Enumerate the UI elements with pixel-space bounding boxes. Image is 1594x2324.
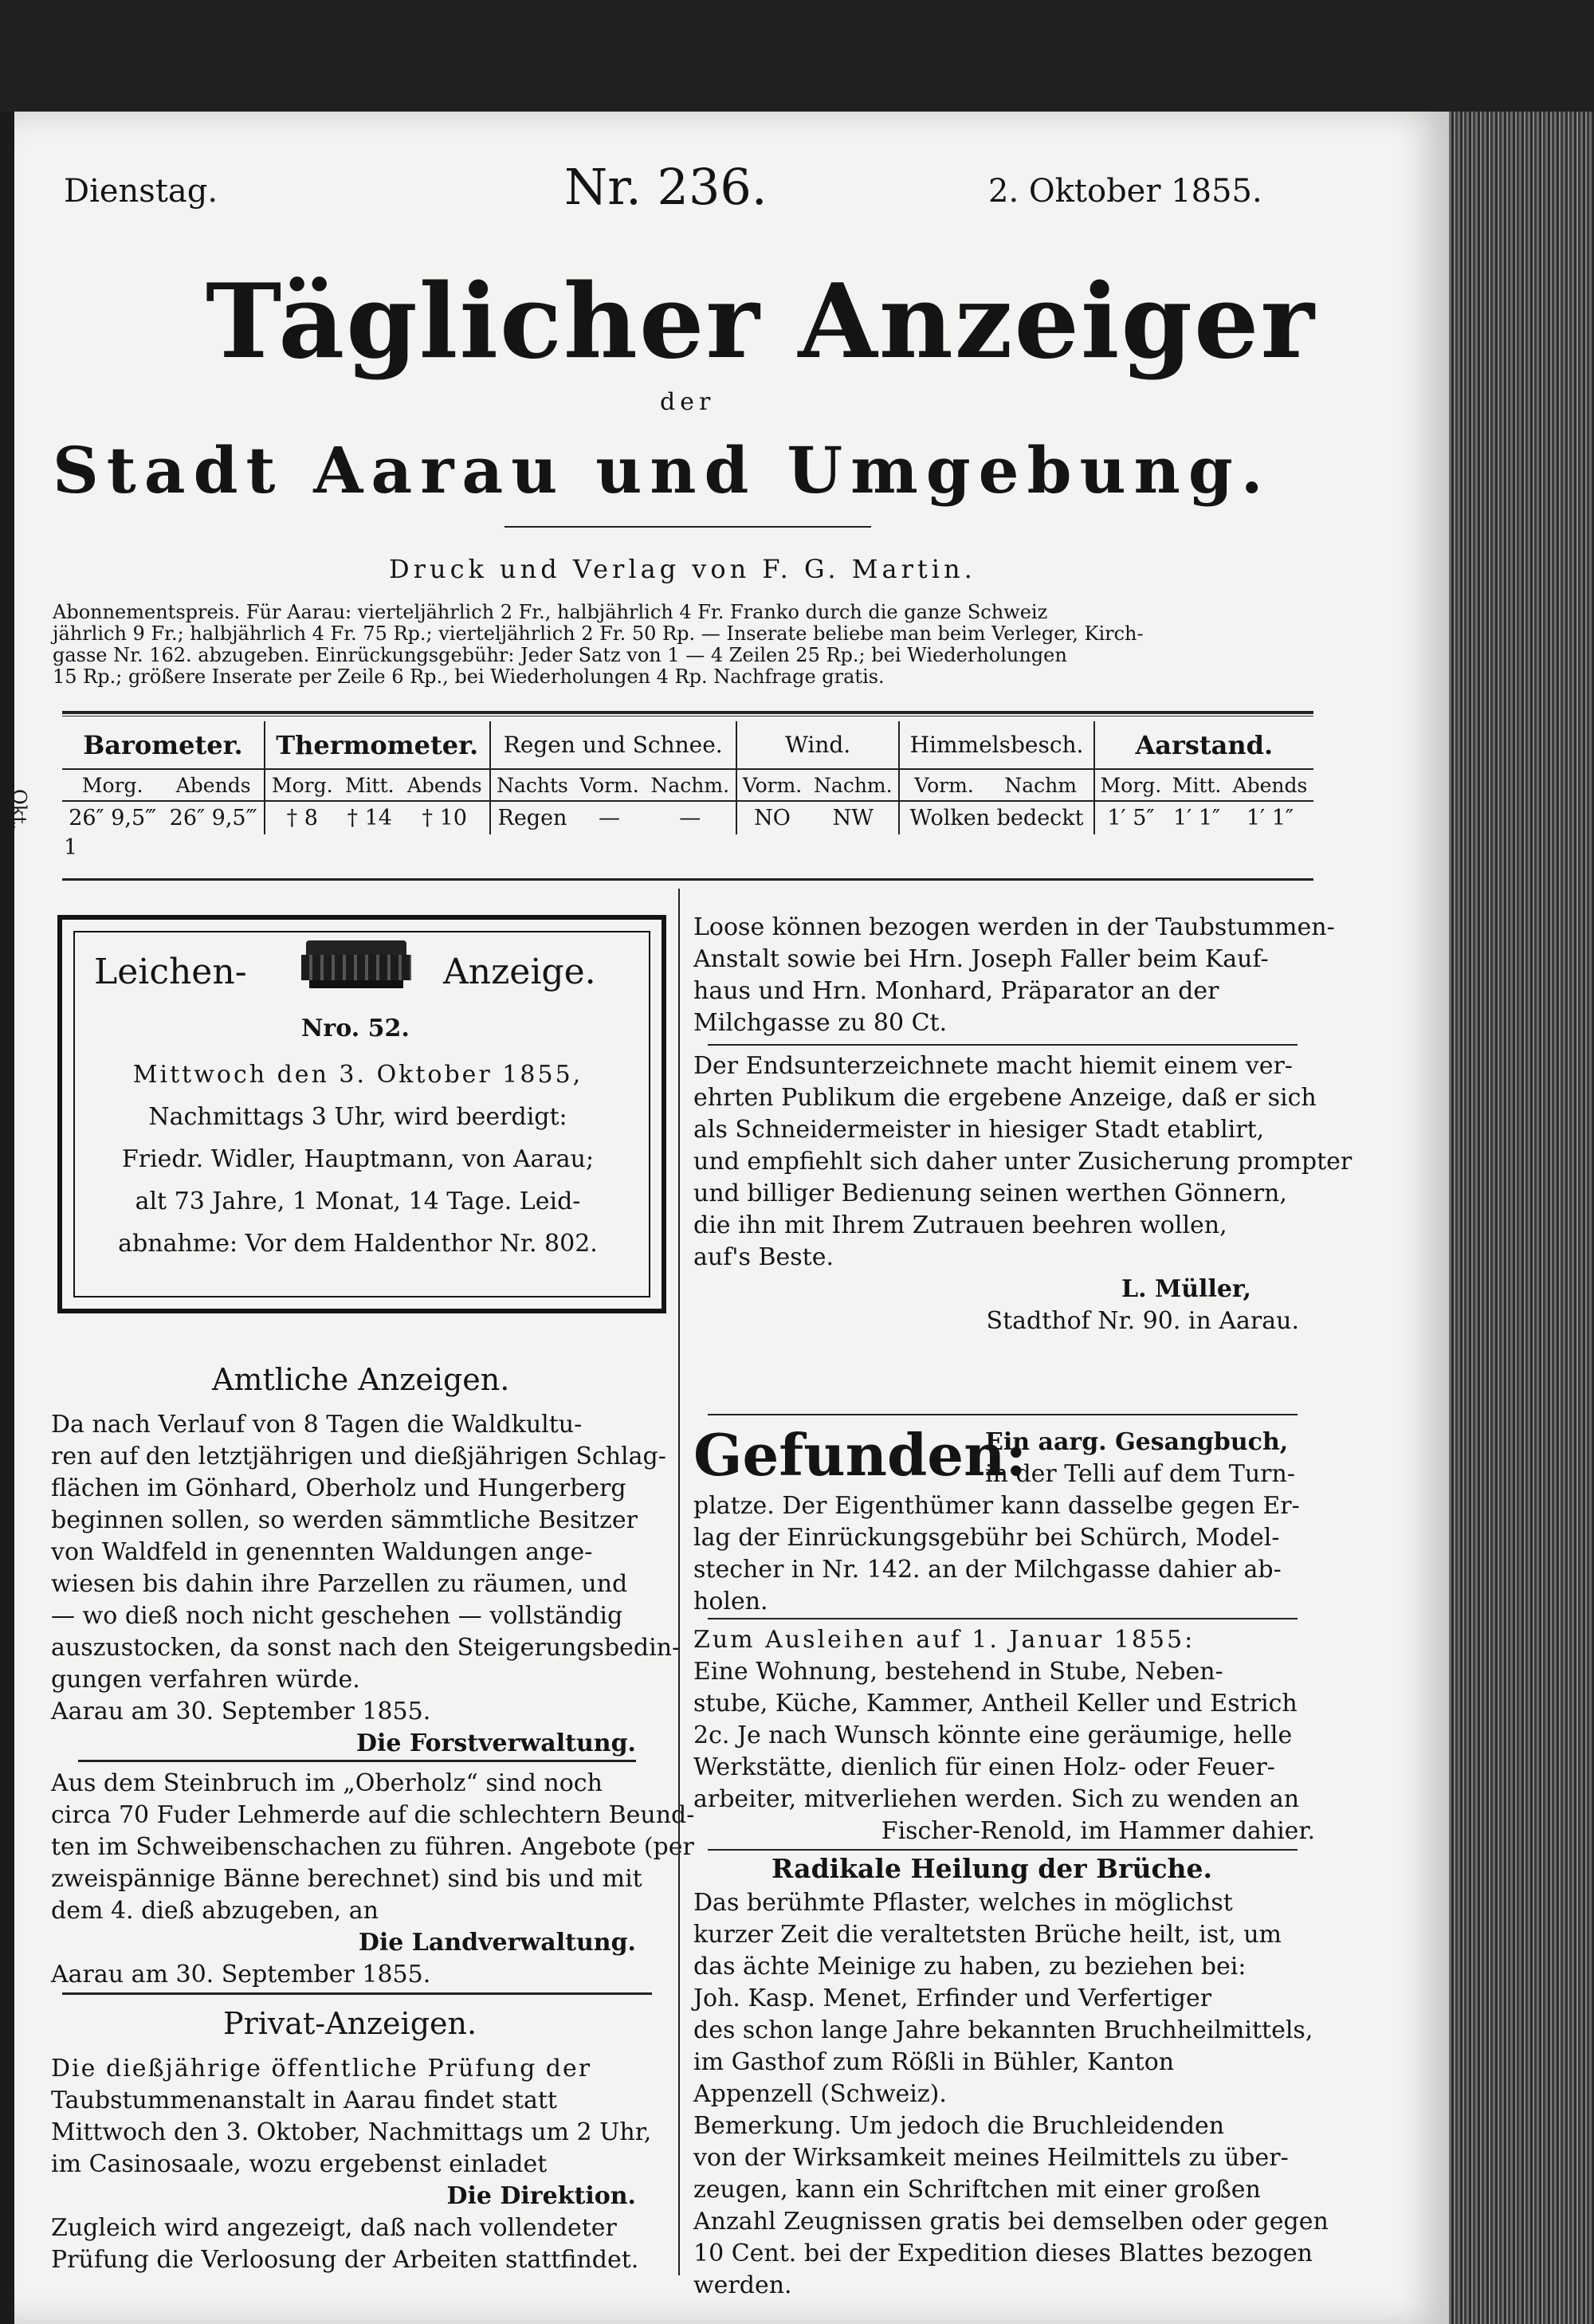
book-spine [1447,112,1594,2324]
quarry-line: ten im Schweibenschachen zu führen. Angebote (per [51,1833,694,1861]
header-rain: Regen und Schnee. [490,721,736,769]
table-cell: 26″ 9,5‴ [69,806,157,830]
table-cell: NW [832,806,874,830]
official-heading: Amtliche Anzeigen. [212,1362,510,1397]
death-notice-line: alt 73 Jahre, 1 Monat, 14 Tage. Leid- [135,1188,581,1215]
cure-line: Joh. Kasp. Menet, Erfinder und Verfertiger [693,1984,1212,2012]
rent-line: arbeiter, mitverliehen werden. Sich zu wenden an [693,1785,1300,1813]
found-notice [693,1490,1315,1618]
issue-number: Nr. 236. [564,158,768,216]
private-heading: Privat-Anzeigen. [223,2006,477,2041]
table-cell: 1′ 1″ [1246,806,1294,830]
cure-line: werden. [693,2271,792,2299]
rental-notice [693,1624,1315,1847]
rent-line: 2c. Je nach Wunsch könnte eine geräumige, helle [693,1721,1293,1749]
quarry-line: zweispännige Bänne berechnet) sind bis und mit [51,1865,642,1893]
loose-line: Loose können bezogen werden in der Taubstummen- [693,913,1335,941]
death-notice [57,915,666,1313]
death-notice-line: abnahme: Vor dem Haldenthor Nr. 802. [118,1230,598,1258]
death-notice-line: Mittwoch den 3. Oktober 1855, [132,1061,583,1089]
cure-line: von der Wirksamkeit meines Heilmittels zu über- [693,2144,1289,2172]
lottery-line: Prüfung die Verloosung der Arbeiten stattfindet. [51,2246,639,2274]
sub-header: Morg. [265,769,340,801]
found-line: lag der Einrückungsgebühr bei Schürch, Model- [693,1524,1280,1552]
quarry-signature: Die Landverwaltung. [358,1929,636,1957]
rent-line: Eine Wohnung, bestehend in Stube, Neben- [693,1658,1223,1686]
loose-line: Anstalt sowie bei Hrn. Joseph Faller beim Kauf- [693,945,1269,973]
table-top-rule [62,711,1313,714]
sub-header: Nachm. [814,773,893,797]
quarry-notice [51,1768,695,1991]
forest-line: gungen verfahren würde. [51,1666,360,1694]
forest-line: — wo dieß noch nicht geschehen — vollständig [51,1602,623,1630]
exam-line: Taubstummenanstalt in Aarau findet statt [51,2086,557,2114]
sub-header: Mitt. [344,773,395,797]
column-divider [678,889,680,2275]
found-line: in der Telli auf dem Turn- [985,1460,1295,1488]
sub-header: Vorm. [736,769,807,801]
weather-table [62,721,1313,834]
cure-line: Appenzell (Schweiz). [693,2080,947,2108]
table-cell: † 10 [422,806,467,830]
death-notice-number: Nro. 52. [301,1015,410,1042]
cure-line: kurzer Zeit die veraltetsten Brüche heilt, ist, um [693,1921,1282,1949]
lottery-tickets-notice [693,912,1335,1039]
subscription-line: gasse Nr. 162. abzugeben. Einrückungsgebühr: Jeder Satz von 1 — 4 Zeilen 25 Rp.; bei Wiederholungen [53,644,1067,666]
table-cell: 1′ 5″ [1094,801,1168,834]
subscription-block [53,602,1320,688]
exam-line: im Casinosaale, wozu ergebenst einladet [51,2150,548,2178]
tailor-line: die ihn mit Ihrem Zutrauen beehren wollen, [693,1211,1227,1239]
cure-line: des schon lange Jahre bekannten Bruchheilmittels, [693,2016,1313,2044]
exam-line: Die dießjährige öffentliche Prüfung der [51,2055,592,2083]
masthead-rule [505,526,871,528]
loose-line: Milchgasse zu 80 Ct. [693,1009,948,1037]
lottery-line: Zugleich wird angezeigt, daß nach vollendeter [51,2214,617,2242]
tailor-line: als Schneidermeister in hiesiger Stadt etablirt, [693,1116,1265,1144]
forest-line: auszustocken, da sonst nach den Steigerungsbedin- [51,1634,681,1662]
forest-notice [51,1409,681,1760]
tailor-line: auf's Beste. [693,1243,834,1271]
exam-notice [51,2053,660,2276]
tailor-line: und billiger Bedienung seinen werthen Gönnern, [693,1180,1287,1207]
sub-header: Morg. [1094,769,1168,801]
cure-line: Das berühmte Pflaster, welches in möglichst [693,1889,1233,1917]
title-der: der [660,388,716,416]
tailor-line: Der Endsunterzeichnete macht hiemit einem ver- [693,1052,1293,1080]
found-heading: Gefunden: [693,1421,1027,1489]
table-day: 1 [64,835,78,860]
table-cell: 1′ 1″ [1172,806,1221,830]
table-row [62,801,1313,834]
section-rule [708,1618,1298,1619]
header-sky: Himmelsbesch. [899,721,1093,769]
header-barometer: Barometer. [83,729,243,760]
sub-header: Nachm. [650,773,730,797]
table-bottom-rule [62,878,1313,881]
found-line: platze. Der Eigenthümer kann dasselbe gegen Er- [693,1492,1300,1520]
section-rule [708,1414,1298,1415]
newspaper-page [8,112,1449,2324]
cure-line: Anzahl Zeugnissen gratis bei demselben oder gegen [693,2208,1329,2236]
sub-header: Morg. [81,773,143,797]
cure-notice [693,1887,1329,2302]
cure-line: 10 Cent. bei der Expedition dieses Blattes bezogen [693,2240,1313,2267]
table-subheader-row [62,769,1313,801]
forest-line: wiesen bis dahin ihre Parzellen zu räumen, und [51,1570,628,1598]
section-rule [708,1849,1298,1851]
sub-header: Vorm. [899,769,987,801]
masthead-date: 2. Oktober 1855. [988,173,1262,210]
table-cell: Regen [490,801,575,834]
sub-header: Abends [1232,773,1308,797]
header-thermometer: Thermometer. [265,721,490,769]
cure-line: Bemerkung. Um jedoch die Bruchleidenden [693,2112,1225,2140]
death-notice-text [83,1054,633,1265]
sub-header: Abends [175,773,251,797]
found-line: Ein aarg. Gesangbuch, [985,1428,1289,1456]
tailor-line: und empfiehlt sich daher unter Zusicherung prompter [693,1148,1353,1176]
forest-date: Aarau am 30. September 1855. [51,1698,431,1725]
table-cell: NO [736,801,807,834]
death-notice-line: Nachmittags 3 Uhr, wird beerdigt: [148,1103,567,1131]
table-cell: † 14 [347,806,392,830]
sub-header: Mitt. [1172,773,1222,797]
found-line: stecher in Nr. 142. an der Milchgasse dahier ab- [693,1556,1282,1584]
sub-header: Vorm. [579,773,639,797]
found-notice-top [985,1427,1313,1490]
death-notice-line: Friedr. Widler, Hauptmann, von Aarau; [121,1145,595,1173]
section-rule [78,1760,636,1762]
loose-line: haus und Hrn. Monhard, Präparator an der [693,977,1219,1005]
table-cell: 26″ 9,5‴ [169,806,257,830]
subscription-line: Abonnementspreis. Für Aarau: vierteljährlich 2 Fr., halbjährlich 4 Fr. Franko durch die ganze Schweiz [53,601,1048,623]
forest-line: flächen im Gönhard, Oberholz und Hungerberg [51,1474,626,1502]
header-wind: Wind. [736,721,900,769]
cure-line: zeugen, kann ein Schriftchen mit einer großen [693,2176,1261,2204]
forest-line: von Waldfeld in genennten Waldungen ange- [51,1538,593,1566]
sub-header: Nachm [1004,773,1077,797]
sub-header: Nachts [490,769,575,801]
tailor-name: L. Müller, [1121,1275,1251,1303]
table-cell: — [599,806,621,830]
quarry-line: circa 70 Fuder Lehmerde auf die schlechtern Beund- [51,1801,695,1829]
header-aarstand: Aarstand. [1094,721,1313,769]
newspaper-title: Täglicher Anzeiger [206,262,1316,382]
rent-line: Zum Ausleihen auf 1. Januar 1855: [693,1626,1196,1654]
newspaper-subtitle: Stadt Aarau und Umgebung. [53,433,1271,508]
quarry-line: Aus dem Steinbruch im „Oberholz“ sind noch [51,1769,603,1797]
death-notice-right-title: Anzeige. [443,952,596,992]
exam-line: Mittwoch den 3. Oktober, Nachmittags um 2 Uhr, [51,2118,652,2146]
cure-heading: Radikale Heilung der Brüche. [771,1853,1213,1884]
rent-line: Fischer-Renold, im Hammer dahier. [881,1817,1315,1845]
masthead-day: Dienstag. [64,173,218,210]
forest-line: Da nach Verlauf von 8 Tagen die Waldkultu- [51,1411,583,1439]
quarry-date: Aarau am 30. September 1855. [51,1961,431,1988]
subscription-line: 15 Rp.; größere Inserate per Zeile 6 Rp., bei Wiederholungen 4 Rp. Nachfrage gratis. [53,665,885,688]
forest-signature: Die Forstverwaltung. [355,1729,636,1757]
subscription-line: jährlich 9 Fr.; halbjährlich 4 Fr. 75 Rp.; vierteljährlich 2 Fr. 50 Rp. — Inserate beliebe man beim Verleger, Kirch- [53,622,1144,645]
tailor-address: Stadthof Nr. 90. in Aarau. [986,1307,1299,1335]
exam-signature: Die Direktion. [446,2182,636,2210]
table-cell: Wolken bedeckt [899,801,1093,834]
forest-line: ren auf den letztjährigen und dießjährigen Schlag- [51,1443,666,1470]
coffin-icon [301,940,411,988]
section-rule [708,1044,1298,1046]
table-header-row [62,721,1313,769]
scan-background [0,0,1594,112]
found-line: holen. [693,1588,768,1615]
sub-header: Abends [406,773,482,797]
rent-line: Werkstätte, dienlich für einen Holz- oder Feuer- [693,1753,1275,1781]
death-notice-left-title: Leichen- [94,952,247,992]
table-cell: — [679,806,701,830]
forest-line: beginnen sollen, so werden sämmtliche Besitzer [51,1506,638,1534]
table-cell: † 8 [265,801,340,834]
tailor-notice [693,1050,1353,1337]
cure-line: im Gasthof zum Rößli in Bühler, Kanton [693,2048,1175,2076]
okt-label: Okt. [8,789,30,830]
cure-line: das ächte Meinige zu haben, zu beziehen bei: [693,1953,1247,1981]
tailor-line: ehrten Publikum die ergebene Anzeige, daß er sich [693,1084,1317,1112]
publisher-line: Druck und Verlag von F. G. Martin. [389,554,976,584]
rent-line: stube, Küche, Kammer, Antheil Keller und Estrich [693,1690,1298,1717]
section-rule [62,1992,652,1995]
quarry-line: dem 4. dieß abzugeben, an [51,1897,379,1925]
